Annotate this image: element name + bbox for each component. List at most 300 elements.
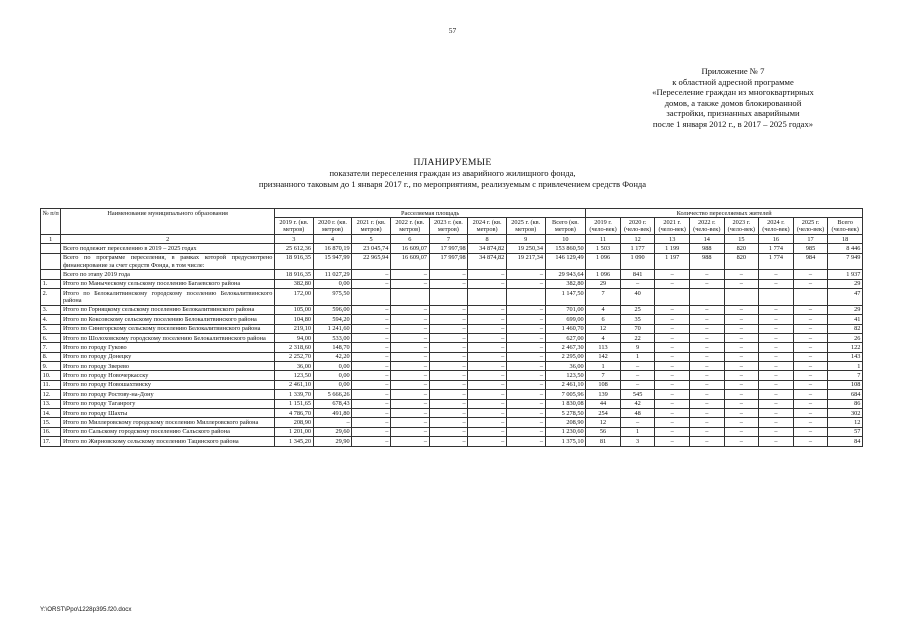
column-number: 9 — [506, 234, 545, 243]
table-row — [41, 362, 863, 371]
area-value: 15 947,99 — [313, 253, 352, 270]
area-value: – — [468, 418, 507, 427]
people-value: 41 — [828, 315, 863, 324]
table-row — [41, 409, 863, 418]
file-path-footer: Y:\ORST\Ppo\1228p395.f20.docx — [40, 606, 132, 613]
area-value: – — [429, 305, 468, 314]
table-row — [41, 437, 863, 446]
area-value: 1 230,60 — [545, 427, 586, 436]
area-value: – — [390, 390, 429, 399]
area-value: 123,50 — [274, 371, 313, 380]
area-value: – — [429, 399, 468, 408]
people-value: – — [689, 343, 724, 352]
area-value: – — [468, 437, 507, 446]
people-value: 143 — [828, 352, 863, 361]
area-value: 699,00 — [545, 315, 586, 324]
people-value: – — [759, 270, 794, 279]
people-value: – — [689, 409, 724, 418]
header-people-year: 2023 г. (чело-век) — [724, 218, 759, 235]
area-value: – — [468, 371, 507, 380]
people-value: – — [689, 390, 724, 399]
header-area-year: 2020 г. (кв. метров) — [313, 218, 352, 235]
relocation-table — [40, 208, 863, 447]
area-value: 42,20 — [313, 352, 352, 361]
area-value: 5 278,50 — [545, 409, 586, 418]
area-value: – — [352, 352, 391, 361]
area-value: – — [429, 380, 468, 389]
area-value: – — [468, 399, 507, 408]
area-value: – — [390, 315, 429, 324]
area-value: 146 129,49 — [545, 253, 586, 270]
area-value: 0,00 — [313, 371, 352, 380]
area-value: 153 860,50 — [545, 244, 586, 253]
area-value: 4 786,70 — [274, 409, 313, 418]
row-number — [41, 253, 61, 270]
title-subtitle: признанного таковым до 1 января 2017 г., по мероприятиям, реализуемым с привлечением средств Фонда — [258, 178, 647, 189]
area-value: – — [352, 371, 391, 380]
people-value: – — [655, 305, 690, 314]
people-value: – — [689, 315, 724, 324]
people-value: 7 — [586, 371, 621, 380]
people-value: – — [724, 324, 759, 333]
area-value: 19 217,34 — [506, 253, 545, 270]
people-value: – — [759, 418, 794, 427]
people-value: 142 — [586, 352, 621, 361]
area-value: – — [390, 409, 429, 418]
people-value: – — [724, 333, 759, 342]
table-row — [41, 244, 863, 253]
area-value: – — [352, 380, 391, 389]
area-value: – — [390, 380, 429, 389]
row-number: 6. — [41, 333, 61, 342]
people-value — [793, 289, 828, 306]
area-value: – — [429, 362, 468, 371]
people-value: – — [793, 270, 828, 279]
area-value: – — [429, 315, 468, 324]
area-value: – — [429, 418, 468, 427]
people-value: – — [759, 380, 794, 389]
area-value: – — [506, 380, 545, 389]
area-value: – — [468, 324, 507, 333]
area-value: 16 609,07 — [390, 244, 429, 253]
area-value: 0,00 — [313, 279, 352, 288]
people-value: 1 937 — [828, 270, 863, 279]
header-people-year: 2021 г. (чело-век) — [655, 218, 690, 235]
people-value: – — [655, 390, 690, 399]
area-value: – — [468, 390, 507, 399]
area-value: 1 201,00 — [274, 427, 313, 436]
column-number: 14 — [689, 234, 724, 243]
people-value: – — [793, 371, 828, 380]
column-number: 17 — [793, 234, 828, 243]
people-value: 7 — [586, 289, 621, 306]
people-value: 1 — [620, 352, 655, 361]
area-value: – — [468, 279, 507, 288]
title-subtitle: показатели переселения граждан из аварийного жилищного фонда, — [329, 168, 576, 178]
municipality-name: Итого по городу Таганрогу — [61, 399, 275, 408]
people-value: – — [689, 324, 724, 333]
people-value: – — [759, 352, 794, 361]
people-value: 82 — [828, 324, 863, 333]
area-value: 123,50 — [545, 371, 586, 380]
people-value: 35 — [620, 315, 655, 324]
area-value: 16 609,07 — [390, 253, 429, 270]
area-value: – — [429, 390, 468, 399]
column-number: 1 — [41, 234, 61, 243]
municipality-name: Итого по городу Ростову-на-Дону — [61, 390, 275, 399]
people-value: – — [689, 270, 724, 279]
people-value: 841 — [620, 270, 655, 279]
area-value: – — [313, 418, 352, 427]
people-value: – — [620, 380, 655, 389]
area-value: – — [352, 399, 391, 408]
area-value: 172,00 — [274, 289, 313, 306]
area-value: 1 460,70 — [545, 324, 586, 333]
area-value: 2 467,30 — [545, 343, 586, 352]
people-value: – — [759, 390, 794, 399]
header-people-year: Всего (чело-век) — [828, 218, 863, 235]
people-value: 684 — [828, 390, 863, 399]
municipality-name: Итого по городу Новочеркасску — [61, 371, 275, 380]
table-row — [41, 315, 863, 324]
people-value: – — [655, 343, 690, 352]
column-number: 16 — [759, 234, 794, 243]
area-value: – — [429, 324, 468, 333]
row-number — [41, 270, 61, 279]
area-value: – — [352, 270, 391, 279]
area-value: 34 874,82 — [468, 253, 507, 270]
header-people-year: 2019 г. (чело-век) — [586, 218, 621, 235]
people-value: – — [759, 343, 794, 352]
column-number: 4 — [313, 234, 352, 243]
people-value: – — [793, 418, 828, 427]
people-value: – — [793, 324, 828, 333]
people-value — [724, 289, 759, 306]
people-value: – — [655, 333, 690, 342]
area-value: – — [429, 371, 468, 380]
header-area-year: 2019 г. (кв. метров) — [274, 218, 313, 235]
header-area-year: Всего (кв. метров) — [545, 218, 586, 235]
people-value: 47 — [828, 289, 863, 306]
area-value: – — [506, 305, 545, 314]
area-value: – — [390, 427, 429, 436]
municipality-name: Итого по Жирновскому сельскому поселению Тацинского района — [61, 437, 275, 446]
area-value — [429, 289, 468, 306]
table-row — [41, 324, 863, 333]
area-value: 382,80 — [274, 279, 313, 288]
table-row — [41, 333, 863, 342]
header-people-year: 2025 г. (чело-век) — [793, 218, 828, 235]
people-value: 1 774 — [759, 253, 794, 270]
people-value: 84 — [828, 437, 863, 446]
column-number: 2 — [61, 234, 275, 243]
area-value — [506, 289, 545, 306]
people-value: – — [655, 427, 690, 436]
area-value: – — [352, 333, 391, 342]
people-value: 29 — [828, 279, 863, 288]
row-number: 11. — [41, 380, 61, 389]
area-value: – — [390, 352, 429, 361]
people-value: – — [620, 371, 655, 380]
row-number: 4. — [41, 315, 61, 324]
people-value: – — [759, 333, 794, 342]
people-value: 8 446 — [828, 244, 863, 253]
municipality-name: Итого по Синегорскому сельскому поселению Белокалитвинского района — [61, 324, 275, 333]
people-value: – — [724, 427, 759, 436]
area-value: – — [429, 437, 468, 446]
people-value: 984 — [793, 253, 828, 270]
area-value: 16 870,19 — [313, 244, 352, 253]
municipality-name: Итого по Маныческому сельскому поселению Багаевского района — [61, 279, 275, 288]
people-value: 985 — [793, 244, 828, 253]
header-people-year: 2022 г. (чело-век) — [689, 218, 724, 235]
area-value: 29,90 — [313, 437, 352, 446]
column-number: 3 — [274, 234, 313, 243]
people-value: 29 — [828, 305, 863, 314]
table-row — [41, 380, 863, 389]
area-value: – — [506, 270, 545, 279]
people-value: 6 — [586, 315, 621, 324]
people-value: 545 — [620, 390, 655, 399]
table-row — [41, 343, 863, 352]
people-value: – — [655, 409, 690, 418]
area-value: – — [390, 305, 429, 314]
area-value: – — [352, 279, 391, 288]
people-value: – — [724, 352, 759, 361]
table-row — [41, 305, 863, 314]
area-value: 29,60 — [313, 427, 352, 436]
people-value: – — [689, 352, 724, 361]
people-value: – — [793, 427, 828, 436]
people-value: 3 — [620, 437, 655, 446]
municipality-name: Всего по этапу 2019 года — [61, 270, 275, 279]
people-value: – — [689, 437, 724, 446]
area-value: 19 250,34 — [506, 244, 545, 253]
area-value: – — [468, 409, 507, 418]
people-value: – — [793, 315, 828, 324]
area-value: – — [390, 437, 429, 446]
area-value — [468, 289, 507, 306]
people-value: – — [793, 333, 828, 342]
municipality-name: Всего по программе переселения, в рамках которой предусмотрено финансирование за счет средств Фонда, в том числе: — [61, 253, 275, 270]
people-value: – — [655, 380, 690, 389]
table-row — [41, 279, 863, 288]
people-value: – — [759, 437, 794, 446]
people-value: – — [793, 362, 828, 371]
people-value: 12 — [586, 324, 621, 333]
area-value: – — [468, 333, 507, 342]
people-value: 1 503 — [586, 244, 621, 253]
area-value: – — [506, 352, 545, 361]
municipality-name: Итого по Горняцкому сельскому поселению Белокалитвинского района — [61, 305, 275, 314]
area-value: – — [390, 371, 429, 380]
column-numbers-row — [41, 234, 863, 243]
area-value: 1 151,65 — [274, 399, 313, 408]
area-value: – — [390, 362, 429, 371]
area-value — [390, 289, 429, 306]
people-value: – — [689, 427, 724, 436]
column-number: 6 — [390, 234, 429, 243]
area-value: – — [352, 305, 391, 314]
area-value: 0,00 — [313, 380, 352, 389]
area-value: 105,00 — [274, 305, 313, 314]
people-value: 42 — [620, 399, 655, 408]
people-value: 302 — [828, 409, 863, 418]
table-row — [41, 270, 863, 279]
appendix-line: домов, а также домов блокированной — [664, 97, 802, 108]
people-value: 108 — [586, 380, 621, 389]
area-value: – — [429, 427, 468, 436]
area-value: 975,50 — [313, 289, 352, 306]
column-number: 5 — [352, 234, 391, 243]
column-number: 7 — [429, 234, 468, 243]
area-value: 104,80 — [274, 315, 313, 324]
area-value: 219,10 — [274, 324, 313, 333]
people-value: – — [689, 380, 724, 389]
area-value: 36,00 — [545, 362, 586, 371]
people-value: 48 — [620, 409, 655, 418]
people-value: 1 090 — [620, 253, 655, 270]
area-value: 1 345,20 — [274, 437, 313, 446]
people-value: – — [655, 324, 690, 333]
appendix-line: Приложение № 7 — [701, 66, 765, 76]
people-value: – — [724, 409, 759, 418]
people-value: – — [724, 399, 759, 408]
row-number: 13. — [41, 399, 61, 408]
people-value: 40 — [620, 289, 655, 306]
document-title — [40, 157, 865, 189]
area-value: 1 375,10 — [545, 437, 586, 446]
header-name: Наименование муниципального образования — [61, 209, 275, 235]
area-value: – — [352, 324, 391, 333]
people-value: – — [793, 352, 828, 361]
title-main: ПЛАНИРУЕМЫЕ — [413, 157, 492, 168]
area-value: 533,00 — [313, 333, 352, 342]
people-value: 44 — [586, 399, 621, 408]
column-number: 13 — [655, 234, 690, 243]
people-value: – — [759, 324, 794, 333]
people-value: – — [724, 343, 759, 352]
people-value: – — [655, 371, 690, 380]
people-value: – — [689, 333, 724, 342]
row-number: 17. — [41, 437, 61, 446]
area-value: – — [468, 343, 507, 352]
area-value: 382,80 — [545, 279, 586, 288]
people-value: – — [793, 305, 828, 314]
area-value: – — [390, 333, 429, 342]
people-value: 26 — [828, 333, 863, 342]
people-value: – — [620, 362, 655, 371]
area-value: 29 943,64 — [545, 270, 586, 279]
people-value: – — [759, 427, 794, 436]
people-value: 1 096 — [586, 270, 621, 279]
municipality-name: Итого по Коксовскому сельскому поселению Белокалитвинского района — [61, 315, 275, 324]
area-value: – — [468, 352, 507, 361]
area-value: – — [429, 343, 468, 352]
area-value: – — [506, 399, 545, 408]
appendix-line: к областной адресной программе — [672, 76, 794, 87]
area-value: 2 252,70 — [274, 352, 313, 361]
header-area-year: 2024 г. (кв. метров) — [468, 218, 507, 235]
area-value: – — [390, 343, 429, 352]
people-value: 29 — [586, 279, 621, 288]
area-value: – — [506, 279, 545, 288]
area-value: 0,00 — [313, 362, 352, 371]
municipality-name: Итого по Миллеровскому городскому поселению Миллеровского района — [61, 418, 275, 427]
people-value: 25 — [620, 305, 655, 314]
area-value: – — [352, 390, 391, 399]
area-value: – — [352, 418, 391, 427]
people-value: 81 — [586, 437, 621, 446]
page-number: 57 — [448, 26, 457, 35]
people-value: – — [759, 305, 794, 314]
area-value: 18 916,35 — [274, 253, 313, 270]
people-value: – — [689, 279, 724, 288]
area-value: – — [506, 418, 545, 427]
people-value: 820 — [724, 253, 759, 270]
column-number: 10 — [545, 234, 586, 243]
header-area-year: 2025 г. (кв. метров) — [506, 218, 545, 235]
row-number — [41, 244, 61, 253]
municipality-name: Итого по городу Шахты — [61, 409, 275, 418]
area-value: 1 241,60 — [313, 324, 352, 333]
people-value: – — [759, 409, 794, 418]
people-value: – — [793, 279, 828, 288]
area-value: 594,20 — [313, 315, 352, 324]
people-value: – — [793, 380, 828, 389]
area-value: – — [506, 427, 545, 436]
people-value: – — [655, 279, 690, 288]
people-value: – — [724, 371, 759, 380]
people-value: 108 — [828, 380, 863, 389]
people-value: 113 — [586, 343, 621, 352]
area-value: – — [468, 362, 507, 371]
appendix-line: застройки, признанных аварийными — [666, 108, 800, 119]
area-value: 34 874,82 — [468, 244, 507, 253]
area-value: – — [352, 427, 391, 436]
area-value: – — [352, 362, 391, 371]
header-area-group: Расселяемая площадь — [274, 209, 585, 218]
people-value — [759, 289, 794, 306]
row-number: 10. — [41, 371, 61, 380]
area-value: 1 147,50 — [545, 289, 586, 306]
area-value: – — [468, 305, 507, 314]
appendix-line: после 1 января 2012 г., в 2017 – 2025 годах» — [652, 118, 814, 129]
area-value: 11 027,29 — [313, 270, 352, 279]
area-value: 148,70 — [313, 343, 352, 352]
row-number: 8. — [41, 352, 61, 361]
people-value: 4 — [586, 333, 621, 342]
column-number: 8 — [468, 234, 507, 243]
area-value: 2 461,10 — [545, 380, 586, 389]
area-value: – — [429, 409, 468, 418]
people-value: – — [689, 362, 724, 371]
people-value: 139 — [586, 390, 621, 399]
people-value: 1 774 — [759, 244, 794, 253]
people-value: 7 949 — [828, 253, 863, 270]
people-value: – — [655, 418, 690, 427]
people-value: 254 — [586, 409, 621, 418]
municipality-name: Итого по Шолоховскому городскому поселению Белокалитвинского района — [61, 333, 275, 342]
appendix-line: «Переселение граждан из многоквартирных — [652, 87, 814, 98]
area-value: – — [390, 324, 429, 333]
people-value: – — [724, 418, 759, 427]
table-row — [41, 418, 863, 427]
area-value: – — [468, 315, 507, 324]
municipality-name: Итого по Сальскому городскому поселению Сальского района — [61, 427, 275, 436]
area-value: – — [352, 315, 391, 324]
people-value: – — [655, 352, 690, 361]
